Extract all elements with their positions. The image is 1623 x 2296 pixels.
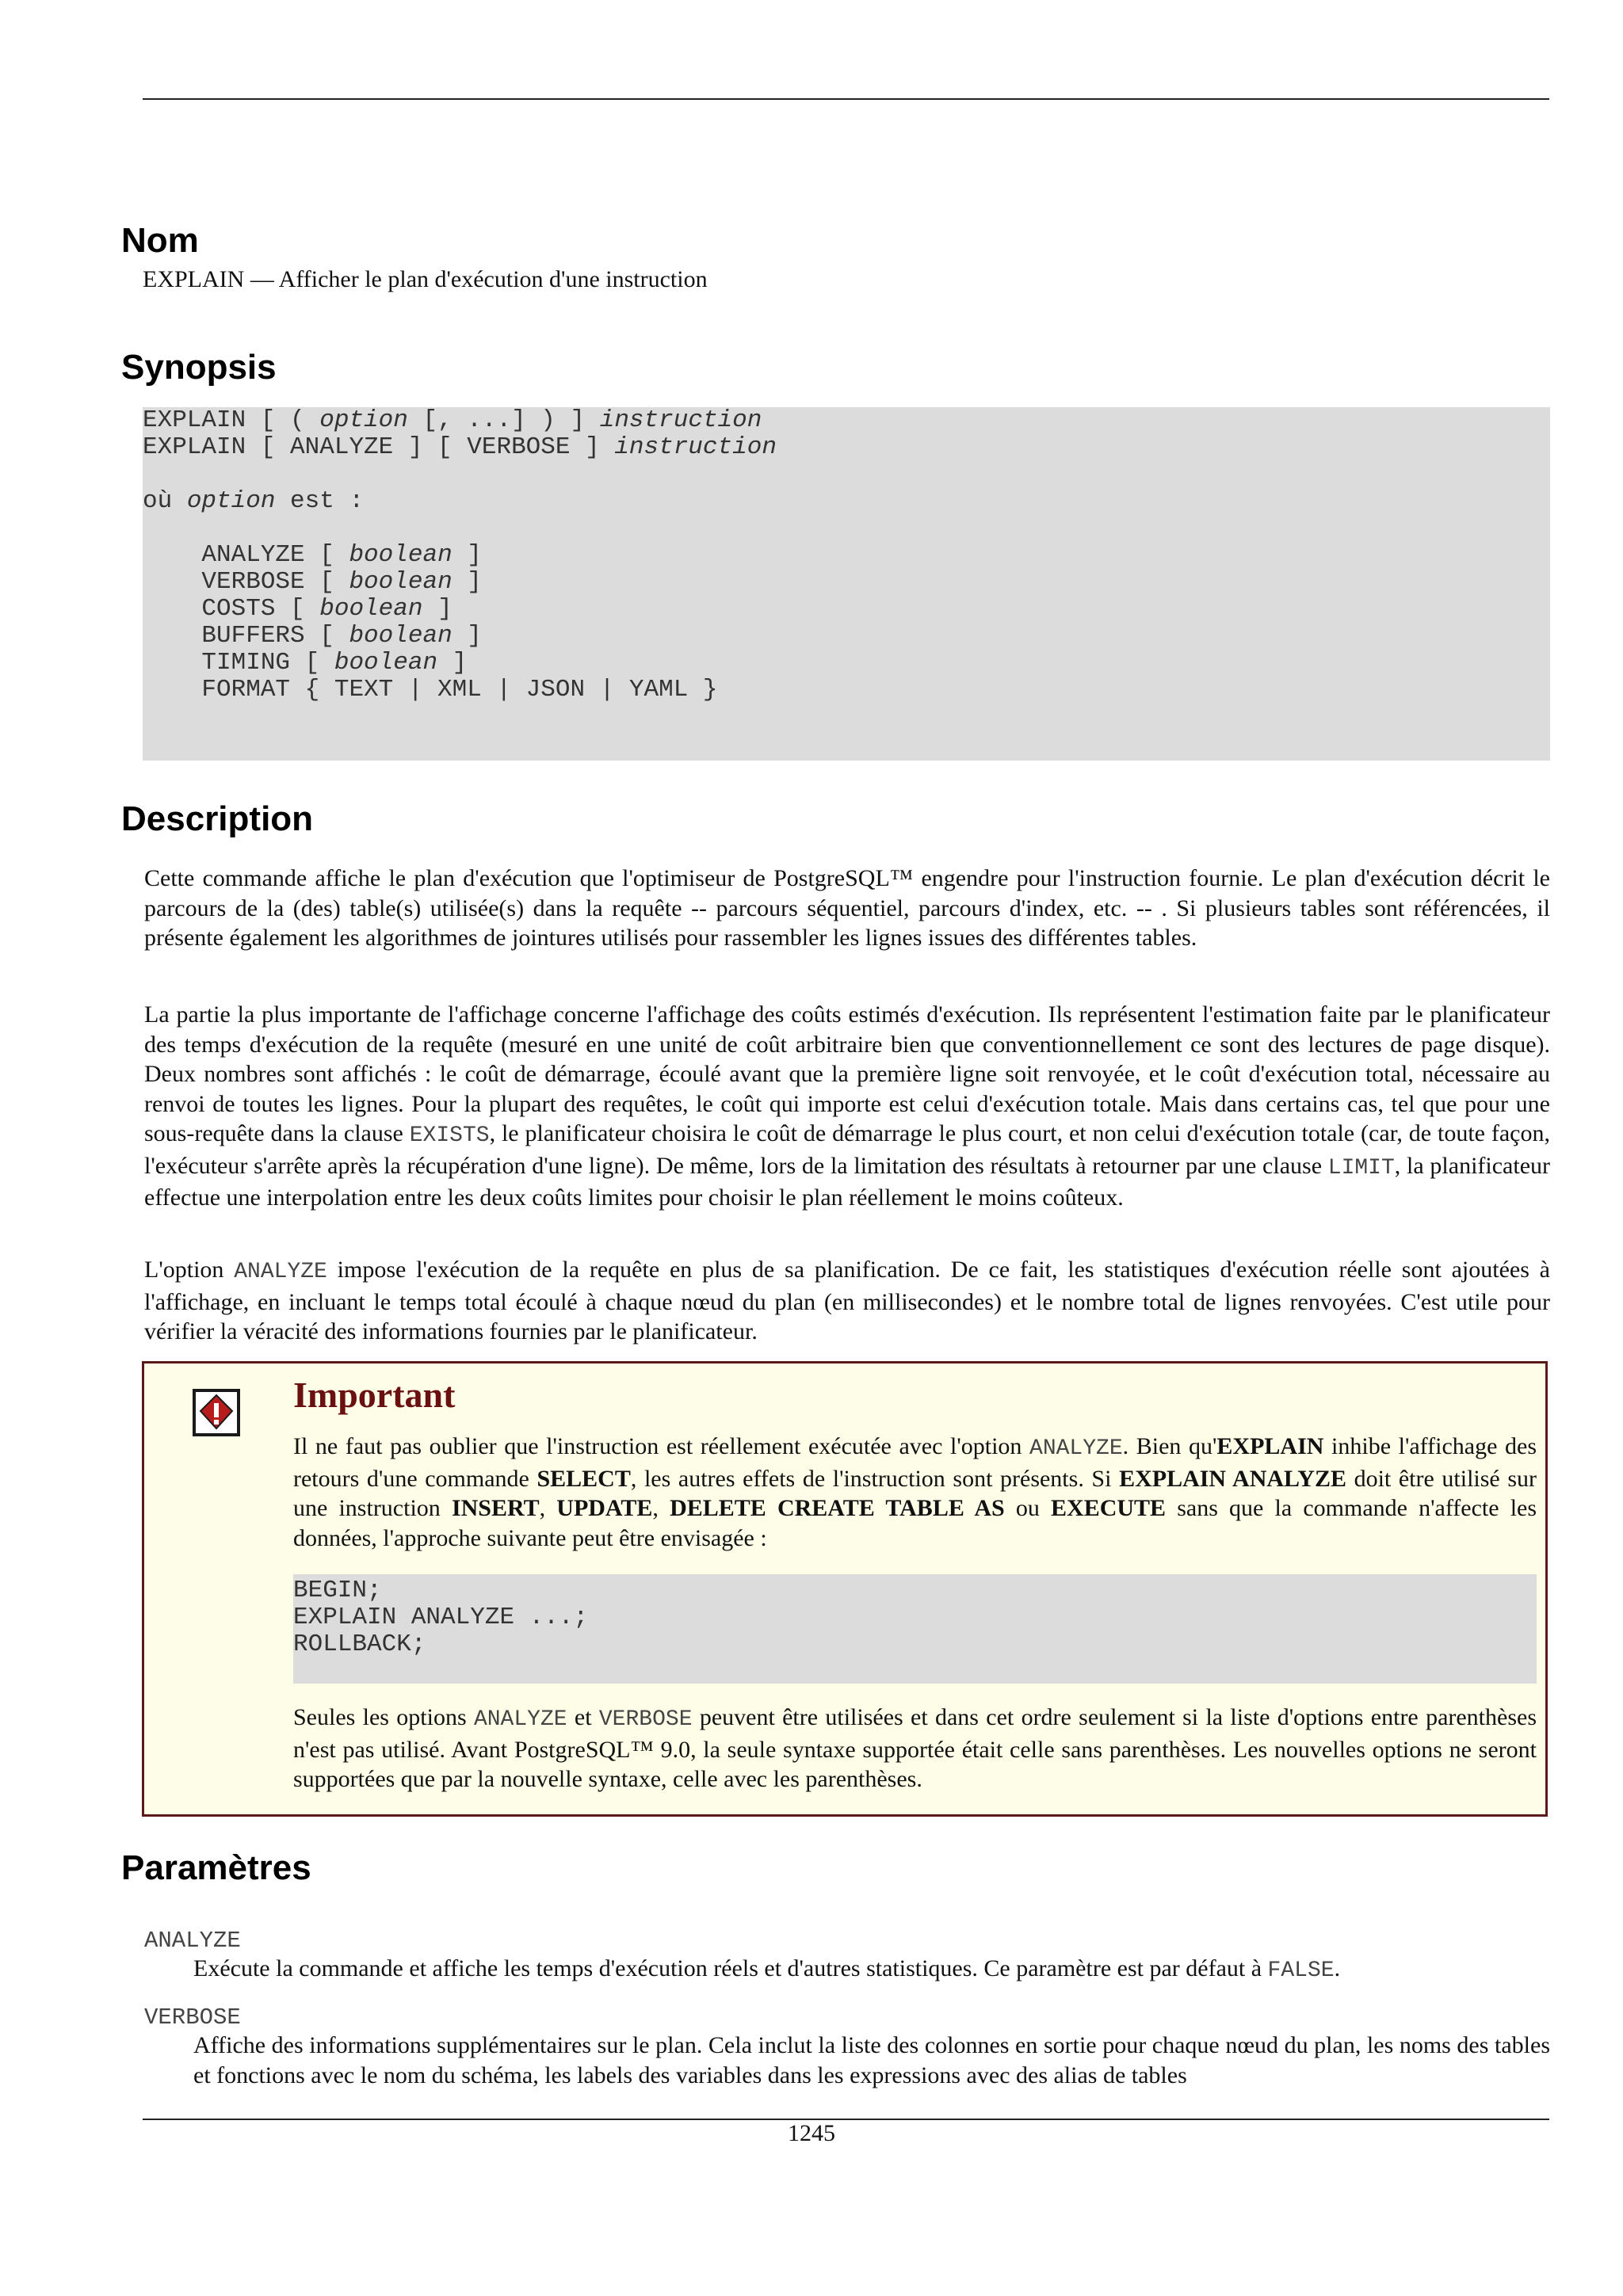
header-rule [143, 98, 1549, 100]
warning-icon [193, 1389, 240, 1436]
param-def-analyze: Exécute la commande et affiche les temps d'exécution réels et d'autres statistiques. Ce paramètre est par défaut à FALSE. [193, 1955, 1341, 1983]
important-title: Important [293, 1375, 456, 1415]
important-code: BEGIN; EXPLAIN ANALYZE ...; ROLLBACK; [293, 1577, 589, 1658]
section-heading-description: Description [121, 799, 314, 838]
description-paragraph-3: L'option ANALYZE impose l'exécution de la requête en plus de sa planification. De ce fait, les statistiques d'exécution réelle sont ajoutées à l'affichage, en incluant le temps total écoulé à chaque nœud du plan (en millisecondes) et le nombre total de lignes renvoyées. C'est utile pour vérifier la véracité des informations fournies par le planificateur. [144, 1257, 1551, 1344]
important-code-block [293, 1574, 1537, 1684]
param-term-verbose: VERBOSE [144, 2004, 241, 2031]
synopsis-code: EXPLAIN [ ( option [, ...] ) ] instruction EXPLAIN [ ANALYZE ] [ VERBOSE ] instruction où option est : ANALYZE [ boolean ] VERBOSE [ boolean ] COSTS [ boolean ] BUFFERS [ boolean ] TIMING [ boolean ] FORMAT { TEXT | XML | JSON | YAML } [143, 406, 777, 704]
section-heading-synopsis: Synopsis [121, 348, 277, 387]
page-number: 1245 [788, 2120, 835, 2146]
important-paragraph-2: Seules les options ANALYZE et VERBOSE peuvent être utilisées et dans cet ordre seulement si la liste d'options entre parenthèses n'est pas utilisé. Avant PostgreSQL™ 9.0, la seule syntaxe supportée était celle sans parenthèses. Les nouvelles options ne seront supportées que par la nouvelle syntaxe, celle avec les parenthèses. [293, 1704, 1537, 1792]
synopsis-code-block [143, 407, 1550, 761]
important-paragraph-1: Il ne faut pas oublier que l'instruction est réellement exécutée avec l'option ANALYZE. Bien qu'EXPLAIN inhibe l'affichage des retours d'une commande SELECT, les autres effets de l'instruction sont présents. Si EXPLAIN ANALYZE doit être utilisé sur une instruction INSERT, UPDATE, DELETE CREATE TABLE AS ou EXECUTE sans que la commande n'affecte les données, l'approche suivante peut être envisagée : [293, 1433, 1537, 1551]
nom-line: EXPLAIN — Afficher le plan d'exécution d'une instruction [143, 266, 708, 292]
description-paragraph-1: Cette commande affiche le plan d'exécution que l'optimiseur de PostgreSQL™ engendre pour l'instruction fournie. Le plan d'exécution décrit le parcours de la (des) table(s) utilisée(s) dans la requête -- parcours séquentiel, parcours d'index, etc. -- . Si plusieurs tables sont référencées, il présente également les algorithmes de jointures utilisés pour rassembler les lignes issues des différentes tables. [144, 865, 1550, 951]
description-paragraph-2: La partie la plus importante de l'affichage concerne l'affichage des coûts estimés d'exécution. Ils représentent l'estimation faite par le planificateur des temps d'exécution de la requête (mesuré en une unité de coût arbitraire bien que conventionnellement ce sont des lectures de page disque). Deux nombres sont affichés : le coût de démarrage, écoulé avant que la première ligne soit renvoyée, et le coût d'exécution total, nécessaire au renvoi de toutes les lignes. Pour la plupart des requêtes, le coût qui importe est celui d'exécution totale. Mais dans certains cas, tel que pour une sous-requête dans la clause EXISTS, le planificateur choisira le coût de démarrage le plus court, et non celui d'exécution totale (car, de toute façon, l'exécuteur s'arrête après la récupération d'une ligne). De même, lors de la limitation des résultats à retourner par une clause LIMIT, la planificateur effectue une interpolation entre les deux coûts limites pour choisir le plan réellement le moins coûteux. [144, 1001, 1550, 1211]
section-heading-parametres: Paramètres [121, 1848, 311, 1887]
section-heading-nom: Nom [121, 221, 199, 260]
param-def-verbose: Affiche des informations supplémentaires sur le plan. Cela inclut la liste des colonnes en sortie pour chaque nœud du plan, les noms des tables et fonctions avec le nom du schéma, les labels des variables dans les expressions avec des alias de tables [193, 2032, 1550, 2088]
param-term-analyze: ANALYZE [144, 1928, 241, 1954]
important-admonition [142, 1361, 1548, 1817]
